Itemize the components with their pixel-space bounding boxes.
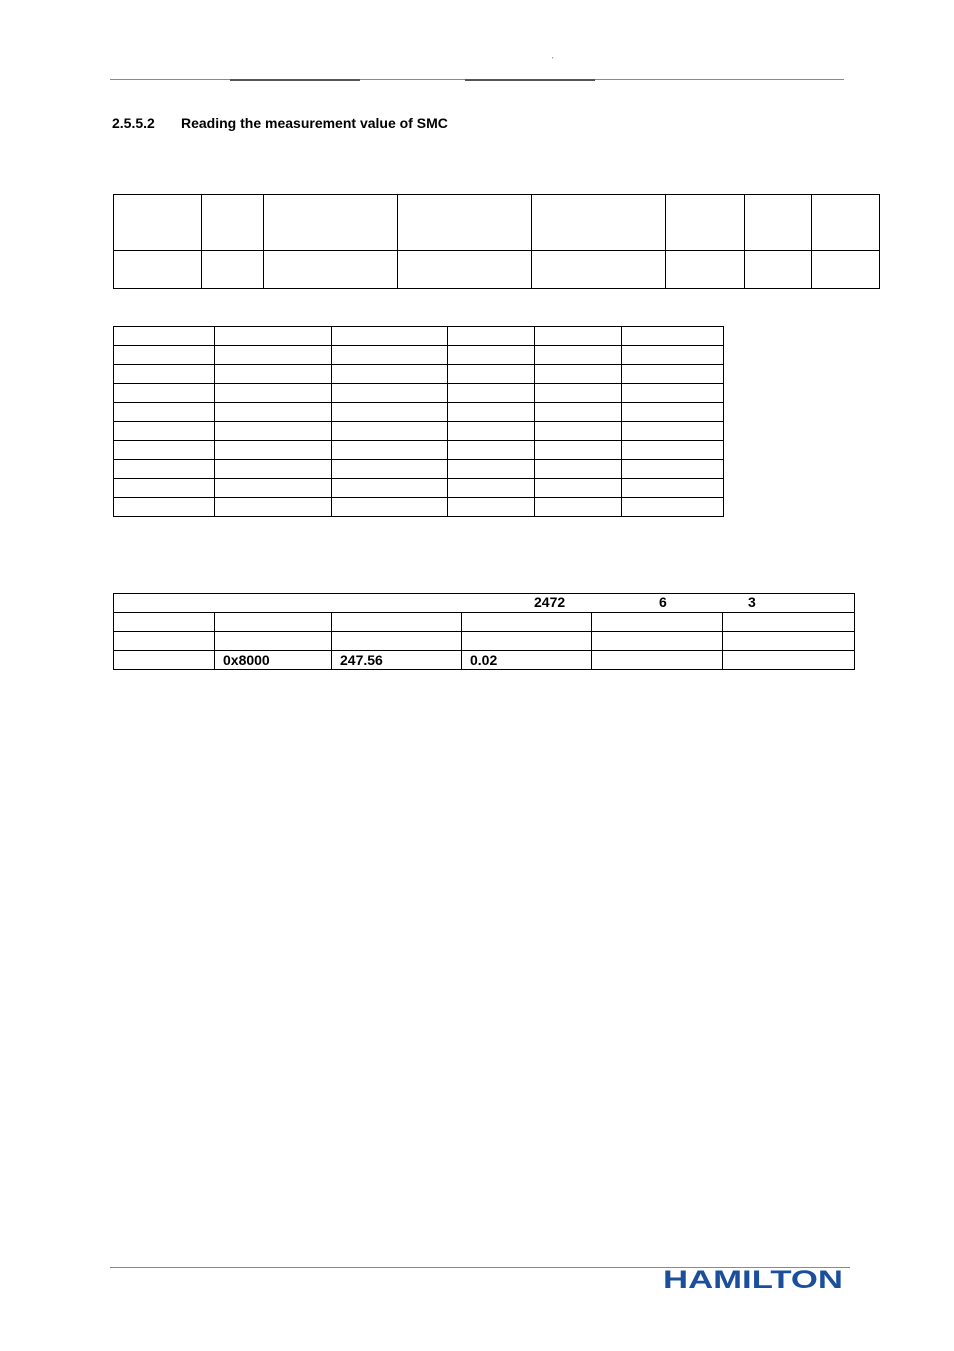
table-cell [535, 498, 622, 517]
example-table [113, 593, 855, 670]
section-number: 2.5.5.2 [112, 115, 155, 131]
table-cell [535, 460, 622, 479]
table-cell [332, 365, 448, 384]
header-value: 3 [748, 594, 756, 610]
table-row [114, 384, 724, 403]
logo-text: HAMILTON [663, 1266, 843, 1292]
section-heading [112, 115, 448, 131]
table-cell [332, 346, 448, 365]
table-row [114, 441, 724, 460]
table-cell [215, 498, 332, 517]
table-cell [264, 195, 398, 251]
table-cell [114, 365, 215, 384]
table-cell [202, 251, 264, 289]
table-cell [332, 422, 448, 441]
table-cell [114, 384, 215, 403]
table-cell [114, 613, 215, 632]
table-row [114, 195, 880, 251]
table-cell [535, 422, 622, 441]
table-row [114, 479, 724, 498]
table-cell [215, 441, 332, 460]
table-cell [332, 632, 462, 651]
table-row [114, 346, 724, 365]
table-cell [592, 632, 723, 651]
table-cell [264, 251, 398, 289]
table-cell [622, 327, 724, 346]
table-header-row [114, 594, 855, 613]
table-cell [723, 632, 855, 651]
table-cell [114, 594, 855, 613]
table-cell [532, 251, 666, 289]
table-cell [332, 498, 448, 517]
section-title: Reading the measurement value of SMC [181, 115, 448, 131]
table-cell [215, 632, 332, 651]
table-cell [723, 651, 855, 670]
table-cell [462, 632, 592, 651]
table-row [114, 632, 855, 651]
table-cell [332, 479, 448, 498]
table-cell: 247.56 [332, 651, 462, 670]
table-cell [215, 327, 332, 346]
table-cell [448, 498, 535, 517]
table-row [114, 327, 724, 346]
table-cell [812, 195, 880, 251]
table-cell [114, 251, 202, 289]
table-cell [114, 422, 215, 441]
register-table [113, 326, 724, 517]
table-cell [666, 195, 745, 251]
table-row [114, 498, 724, 517]
table-cell: 0x8000 [215, 651, 332, 670]
table-cell [215, 403, 332, 422]
table-cell [398, 195, 532, 251]
table-row [114, 365, 724, 384]
table-cell [535, 479, 622, 498]
table-cell [332, 613, 462, 632]
table-cell [622, 498, 724, 517]
table-cell [622, 365, 724, 384]
table-cell [332, 403, 448, 422]
table-cell [215, 479, 332, 498]
table-cell [535, 346, 622, 365]
table-cell [215, 422, 332, 441]
table-cell [448, 479, 535, 498]
table-cell [215, 613, 332, 632]
table-cell [723, 613, 855, 632]
table-cell [448, 384, 535, 403]
table-cell [114, 403, 215, 422]
table-cell [114, 479, 215, 498]
table-cell [535, 327, 622, 346]
table-cell [535, 365, 622, 384]
table-cell [114, 195, 202, 251]
table-cell [332, 460, 448, 479]
table-row [114, 251, 880, 289]
table-cell [622, 384, 724, 403]
table-cell [215, 346, 332, 365]
table-row [114, 422, 724, 441]
frame-table [113, 194, 880, 289]
table-cell [114, 651, 215, 670]
table-cell [666, 251, 745, 289]
table-cell [114, 346, 215, 365]
table-cell [332, 384, 448, 403]
table-cell [215, 384, 332, 403]
table-cell [202, 195, 264, 251]
table-cell [448, 365, 535, 384]
table-cell [114, 460, 215, 479]
table-row [114, 651, 855, 670]
table-cell [535, 384, 622, 403]
header-rule-accent [230, 79, 360, 81]
table-cell [215, 365, 332, 384]
table-cell [535, 403, 622, 422]
table-cell [448, 460, 535, 479]
table-cell [332, 327, 448, 346]
header-mark: ’ [552, 57, 554, 64]
table-cell [398, 251, 532, 289]
table-row [114, 613, 855, 632]
header-value: 2472 [534, 594, 566, 610]
table-cell [114, 632, 215, 651]
table-cell [448, 403, 535, 422]
table-cell [622, 346, 724, 365]
table-cell [215, 460, 332, 479]
table-cell [812, 251, 880, 289]
table-cell [535, 441, 622, 460]
table-cell [448, 441, 535, 460]
table-cell [745, 195, 812, 251]
table-cell [622, 403, 724, 422]
table-cell [448, 346, 535, 365]
table-cell [114, 498, 215, 517]
header-rule-accent [465, 79, 595, 81]
header-value: 6 [659, 594, 667, 610]
table-cell [532, 195, 666, 251]
hamilton-logo [663, 1266, 843, 1292]
table-row [114, 460, 724, 479]
table-cell [332, 441, 448, 460]
table-row [114, 403, 724, 422]
table-cell [462, 613, 592, 632]
table-cell [448, 327, 535, 346]
table-cell [114, 327, 215, 346]
table-cell [592, 613, 723, 632]
table-cell: 0.02 [462, 651, 592, 670]
table-cell [622, 460, 724, 479]
table-cell [622, 479, 724, 498]
table-cell [622, 422, 724, 441]
table-cell [622, 441, 724, 460]
table-cell [745, 251, 812, 289]
table-cell [592, 651, 723, 670]
table-cell [448, 422, 535, 441]
table-cell [114, 441, 215, 460]
